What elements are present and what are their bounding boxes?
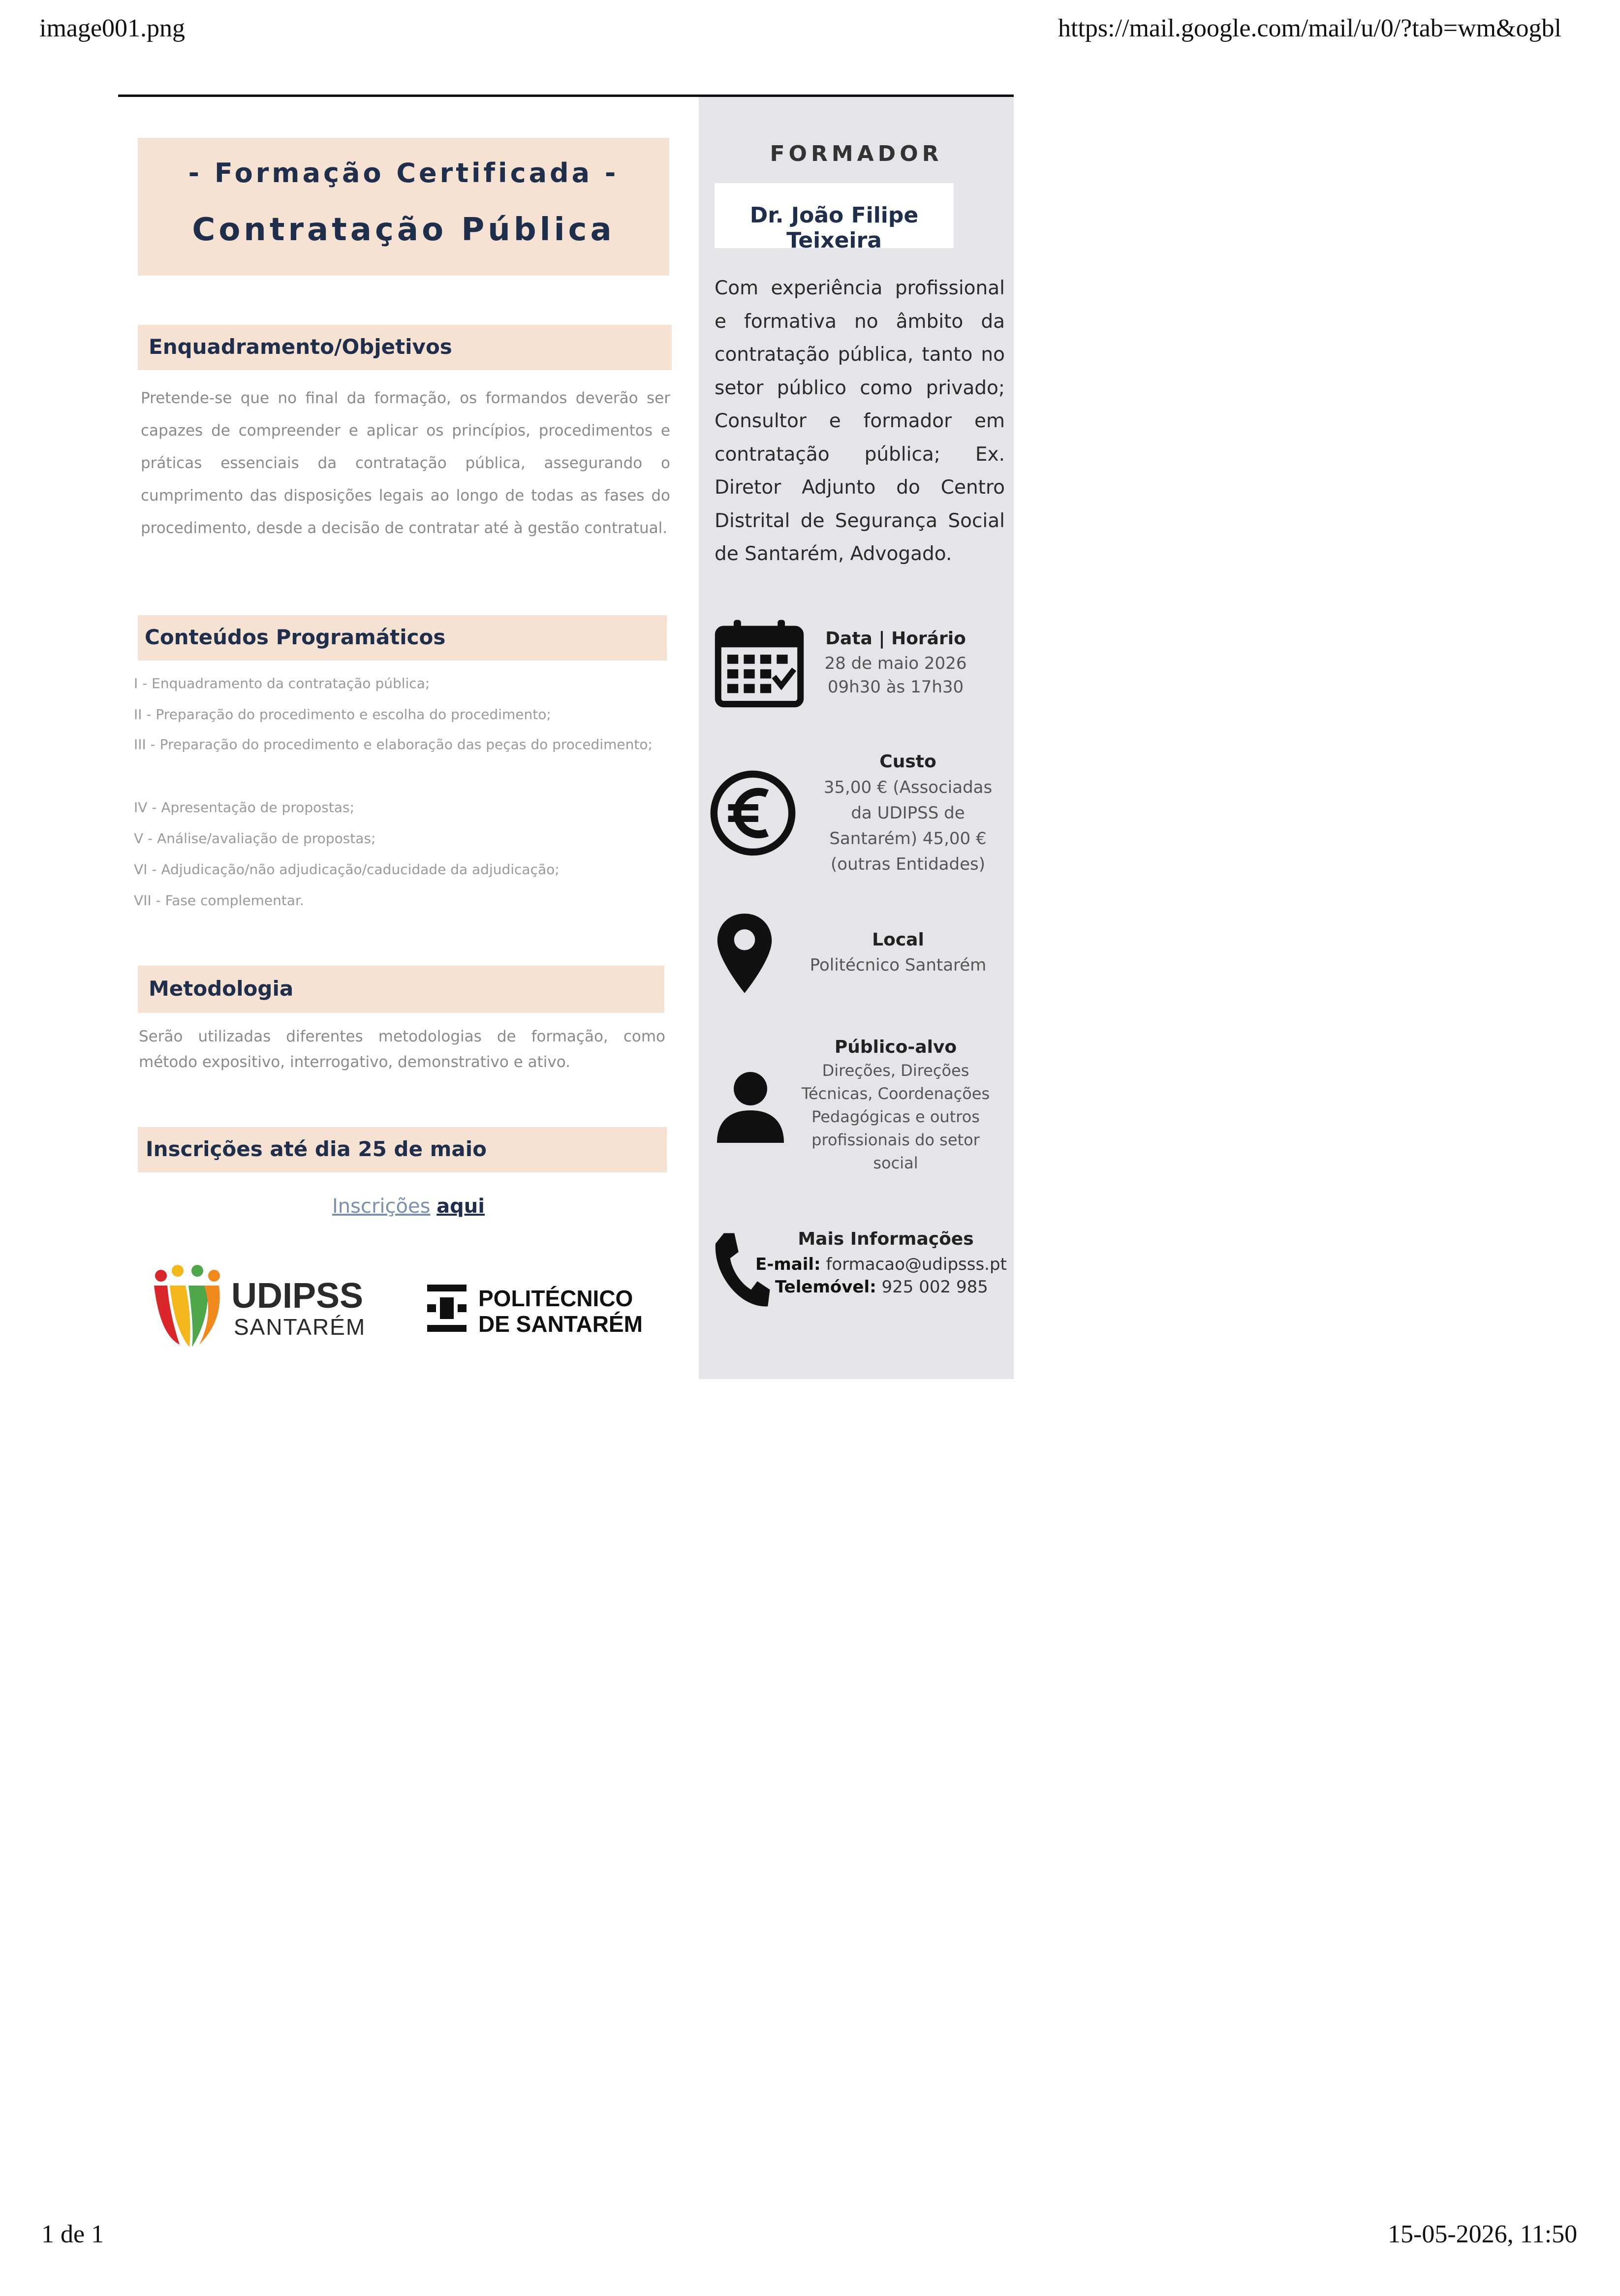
phone-value: 925 002 985 [881,1277,988,1297]
section-heading: Inscrições até dia 25 de maio [146,1137,487,1161]
location-pin-icon [713,912,777,997]
local-value: Politécnico Santarém [810,955,987,975]
udipss-logo-city: SANTARÉM [234,1314,366,1340]
list-item: III - Preparação do procedimento e elaboração das peças do procedimento; [134,736,653,753]
registration-link[interactable] [118,1195,699,1218]
registration-link-here[interactable]: aqui [436,1195,485,1218]
training-flyer [118,94,1014,1379]
section-conteudos-header [138,615,667,660]
print-header-url: https://mail.google.com/mail/u/0/?tab=wm&ogbl [1058,14,1561,42]
local-label: Local [872,930,924,950]
publico-label: Público-alvo [834,1037,957,1057]
list-item: V - Análise/avaliação de propostas; [134,830,376,847]
title-subtitle: - Formação Certificada - [188,157,619,189]
politecnico-logo-line2: DE SANTARÉM [478,1311,643,1337]
objetivos-text: Pretende-se que no final da formação, os formandos deverão ser capazes de compreender e aplicar os princípios, procedimentos e práticas essenciais da contratação pública, assegurando o cumprimento das disposições legais ao longo de todas as fases do procedimento, desde a decisão de contratar até à gestão contratual. [141,389,670,537]
info-email [755,1253,1007,1276]
section-heading: Enquadramento/Objetivos [149,335,452,359]
list-item: VII - Fase complementar. [134,892,304,909]
list-item: II - Preparação do procedimento e escolha do procedimento; [134,706,551,723]
formador-name-box [715,183,954,253]
formador-bio: Com experiência profissional e formativa no âmbito da contratação pública, tanto no setor público como privado; Consultor e formador em contratação pública; Ex. Diretor Adjunto do Centro Distrital de Segurança Social de Santarém, Advogado. [715,277,1005,565]
print-footer-timestamp: 15-05-2026, 11:50 [1388,2220,1578,2248]
page-title: Contratação Pública [192,212,615,248]
email-label: E-mail: [755,1255,821,1274]
custo-value: 35,00 € (Associadas da UDIPSS de Santarém) 45,00 € (outras Entidades) [823,778,993,874]
data-time: 09h30 às 17h30 [827,677,964,697]
politecnico-logo-line1: POLITÉCNICO [478,1286,633,1311]
data-date: 28 de maio 2026 [824,654,967,673]
person-icon [711,1069,790,1145]
calendar-icon [714,616,805,710]
info-label: Mais Informações [798,1229,974,1249]
politecnico-logo [423,1281,650,1340]
custo-label: Custo [879,752,936,772]
udipss-logo-name: UDIPSS [231,1276,364,1316]
metodologia-text: Serão utilizadas diferentes metodologias de formação, como método expositivo, interrogativo, demonstrativo e ativo. [139,1028,665,1071]
euro-icon [709,769,797,859]
registration-link-text[interactable]: Inscrições [332,1195,431,1218]
list-item: I - Enquadramento da contratação pública; [134,675,430,692]
section-objetivos-header [138,325,672,370]
section-inscricoes-header [138,1127,667,1172]
udipss-logo [145,1256,376,1354]
info-phone [775,1276,988,1298]
list-item: IV - Apresentação de propostas; [134,799,354,816]
list-item: VI - Adjudicação/não adjudicação/caducidade da adjudicação; [134,861,560,878]
formador-heading: FORMADOR [770,141,943,166]
section-metodologia-header [138,966,664,1013]
print-footer-page: 1 de 1 [41,2220,104,2248]
section-heading: Metodologia [149,976,294,1001]
email-value[interactable]: formacao@udipsss.pt [826,1255,1007,1274]
publico-value: Direções, Direções Técnicas, Coordenações Pedagógicas e outros profissionais do setor social [801,1061,990,1172]
section-heading: Conteúdos Programáticos [145,625,446,649]
title-banner [138,138,669,276]
phone-label: Telemóvel: [775,1277,876,1297]
formador-name: Dr. João Filipe Teixeira [749,203,919,253]
print-header-filename: image001.png [39,14,186,42]
data-label: Data | Horário [825,629,966,649]
